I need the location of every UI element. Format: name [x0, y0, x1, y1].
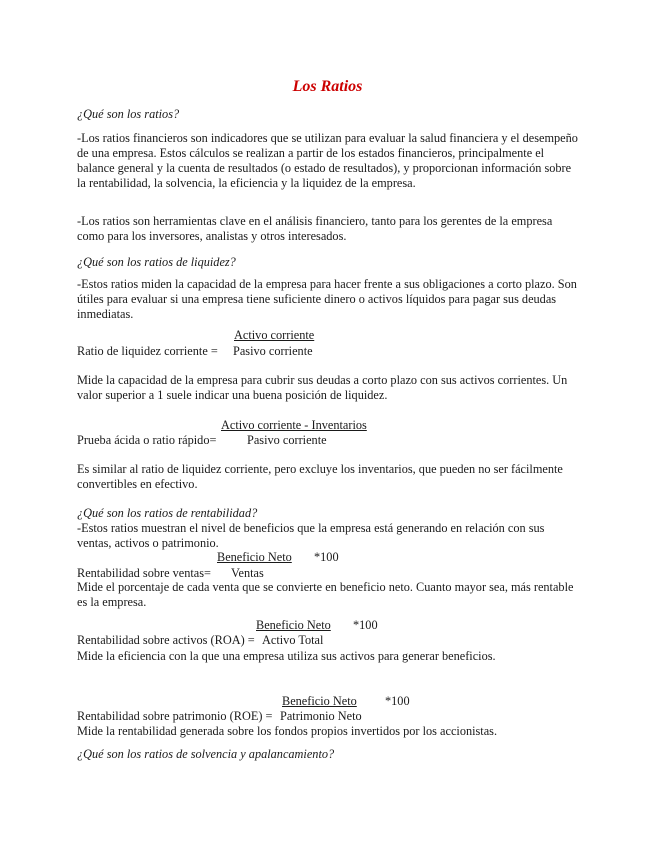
paragraph-profitability: -Estos ratios muestran el nivel de beneficios que la empresa está generando en relación con sus ventas, activos o patrimonio. [77, 521, 545, 550]
question-ratios: ¿Qué son los ratios? [77, 107, 180, 121]
document-title: Los Ratios [292, 78, 363, 95]
question-solvency: ¿Qué son los ratios de solvencia y apalancamiento? [77, 747, 335, 761]
formula-roe-denominator: Patrimonio Neto [280, 709, 362, 723]
paragraph-ratios-usage: -Los ratios son herramientas clave en el análisis financiero, tanto para los gerentes de la empresa como para los inversores, analistas y otros interesados. [77, 214, 553, 243]
formula-roa-multiplier: *100 [353, 618, 378, 632]
question-liquidity: ¿Qué son los ratios de liquidez? [77, 255, 236, 269]
formula-acid-test-label: Prueba ácida o ratio rápido= [77, 433, 217, 447]
formula-acid-test-denominator: Pasivo corriente [247, 433, 327, 447]
formula-roa-label: Rentabilidad sobre activos (ROA) = [77, 633, 255, 647]
paragraph-liquidity: -Estos ratios miden la capacidad de la empresa para hacer frente a sus obligaciones a corto plazo. Son útiles para evaluar si una empresa tiene suficiente dinero o activos líquidos para pagar sus deudas inmediatas. [77, 277, 577, 321]
formula-roa-numerator: Beneficio Neto [256, 618, 331, 632]
formula-roe-multiplier: *100 [385, 694, 410, 708]
question-profitability: ¿Qué son los ratios de rentabilidad? [77, 506, 258, 520]
formula-ros-denominator: Ventas [231, 566, 264, 580]
formula-roe-numerator: Beneficio Neto [282, 694, 357, 708]
paragraph-roa: Mide la eficiencia con la que una empresa utiliza sus activos para generar beneficios. [77, 649, 496, 663]
formula-ros-multiplier: *100 [314, 550, 339, 564]
formula-ros-label: Rentabilidad sobre ventas= [77, 566, 211, 580]
formula-roa-denominator: Activo Total [262, 633, 324, 647]
paragraph-ros: Mide el porcentaje de cada venta que se convierte en beneficio neto. Cuanto mayor sea, más rentable es la empresa. [77, 580, 574, 609]
paragraph-acid-test: Es similar al ratio de liquidez corriente, pero excluye los inventarios, que pueden no ser fácilmente convertibles en efectivo. [77, 462, 563, 491]
formula-current-ratio-label: Ratio de liquidez corriente = [77, 344, 218, 358]
paragraph-ratios-definition: -Los ratios financieros son indicadores que se utilizan para evaluar la salud financiera y el desempeño de una empresa. Estos cálculos se realizan a partir de los estados financieros, principalmente el balance general y la cuenta de resultados (o estado de resultados), y proporcionan información sobre la rentabilidad, la solvencia, la eficiencia y la liquidez de la empresa. [77, 131, 578, 190]
paragraph-current-ratio: Mide la capacidad de la empresa para cubrir sus deudas a corto plazo con sus activos corrientes. Un valor superior a 1 suele indicar una buena posición de liquidez. [77, 373, 568, 402]
formula-current-ratio-denominator: Pasivo corriente [233, 344, 313, 358]
formula-acid-test-numerator: Activo corriente - Inventarios [221, 418, 367, 432]
formula-roe-label: Rentabilidad sobre patrimonio (ROE) = [77, 709, 273, 723]
formula-current-ratio-numerator: Activo corriente [234, 328, 315, 342]
paragraph-roe: Mide la rentabilidad generada sobre los fondos propios invertidos por los accionistas. [77, 724, 498, 738]
formula-ros-numerator: Beneficio Neto [217, 550, 292, 564]
